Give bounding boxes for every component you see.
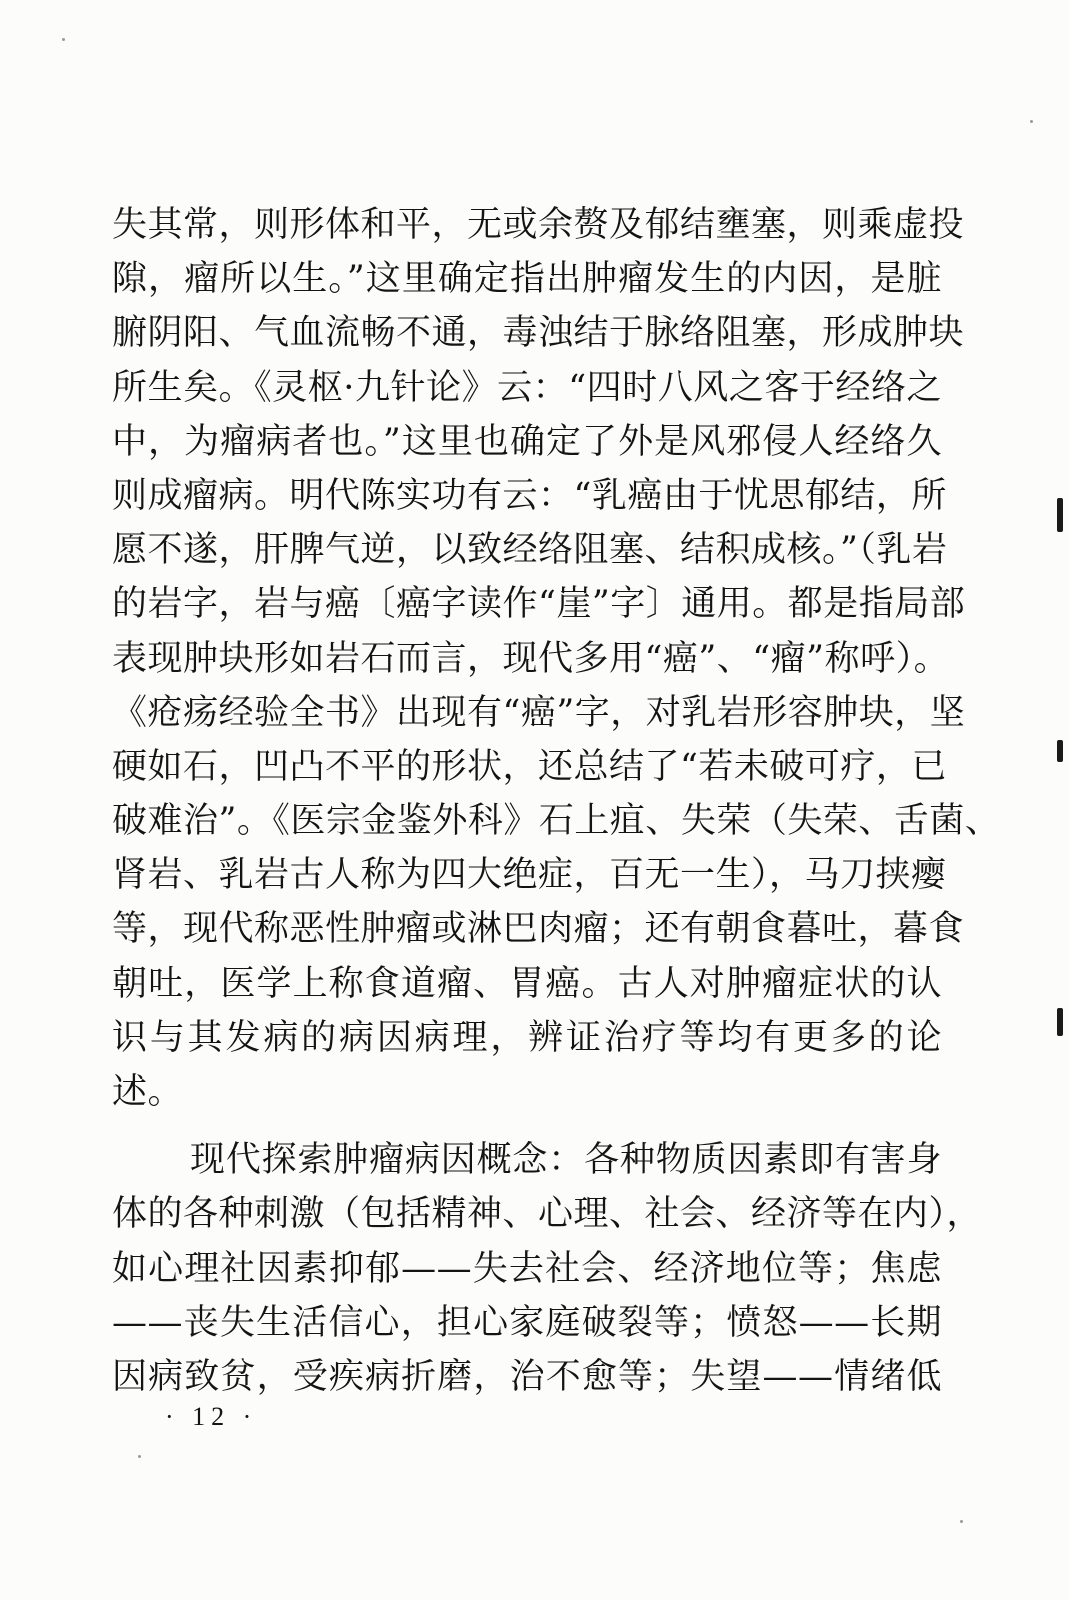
scan-speck: [1030, 120, 1033, 123]
text-line: 等，现代称恶性肿瘤或淋巴肉瘤；还有朝食暮吐，暮食: [112, 909, 965, 950]
scan-speck: [960, 1520, 963, 1523]
text-line: 中，为瘤病者也。”这里也确定了外是风邪侵人经络久: [112, 421, 942, 462]
paragraph-first-line: 现代探索肿瘤病因概念：各种物质因素即有害身: [190, 1140, 942, 1181]
text-line: 所生矣。《灵枢·九针论》云：“四时八风之客于经络之: [112, 367, 942, 408]
text-line: 则成瘤病。明代陈实功有云：“乳癌由于忧思郁结，所: [112, 475, 947, 516]
text-line: 愿不遂，肝脾气逆，以致经络阻塞、结积成核。”（乳岩: [112, 530, 948, 571]
text-line: 失其常，则形体和平，无或余赘及郁结壅塞，则乘虚投: [112, 205, 965, 245]
text-line: 朝吐，医学上称食道瘤、胃癌。古人对肿瘤症状的认: [112, 963, 942, 1004]
text-line: 如心理社因素抑郁——失去社会、经济地位等；焦虑: [112, 1248, 942, 1289]
text-line: 隙，瘤所以生。”这里确定指出肿瘤发生的内因，是脏: [112, 259, 942, 300]
body-text: [112, 198, 1001, 1404]
text-line: 表现肿块形如岩石而言，现代多用“癌”、“瘤”称呼）。: [112, 638, 950, 679]
text-line: 硬如石，凹凸不平的形状，还总结了“若未破可疗，已: [112, 746, 947, 787]
text-line: 《疮疡经验全书》出现有“癌”字，对乳岩形容肿块，坚: [112, 692, 966, 733]
text-line: 腑阴阳、气血流畅不通，毒浊结于脉络阻塞，形成肿块: [112, 313, 965, 354]
text-line: 识与其发病的病因病理，辨证治疗等均有更多的论: [112, 1017, 942, 1058]
text-line: 的岩字，岩与癌〔癌字读作“崖”字〕通用。都是指局部: [112, 584, 966, 625]
page-number: · 12 ·: [165, 1402, 258, 1431]
text-line: 破难治”。《医宗金鉴外科》石上疽、失荣（失荣、舌菌、: [112, 801, 1001, 842]
scan-speck: [62, 38, 65, 41]
scan-edge-mark: [1057, 1008, 1063, 1036]
scan-edge-mark: [1057, 740, 1063, 762]
text-line: ——丧失生活信心，担心家庭破裂等；愤怒——长期: [112, 1302, 942, 1343]
scan-edge-mark: [1057, 498, 1063, 532]
text-line: 因病致贫，受疾病折磨，治不愈等；失望——情绪低: [112, 1356, 942, 1397]
text-line: 体的各种刺激（包括精神、心理、社会、经济等在内），: [112, 1194, 983, 1235]
text-line: 述。: [112, 1072, 184, 1112]
text-line: 肾岩、乳岩古人称为四大绝症，百无一生），马刀挟瘿: [112, 855, 947, 896]
scan-speck: [138, 1455, 141, 1458]
